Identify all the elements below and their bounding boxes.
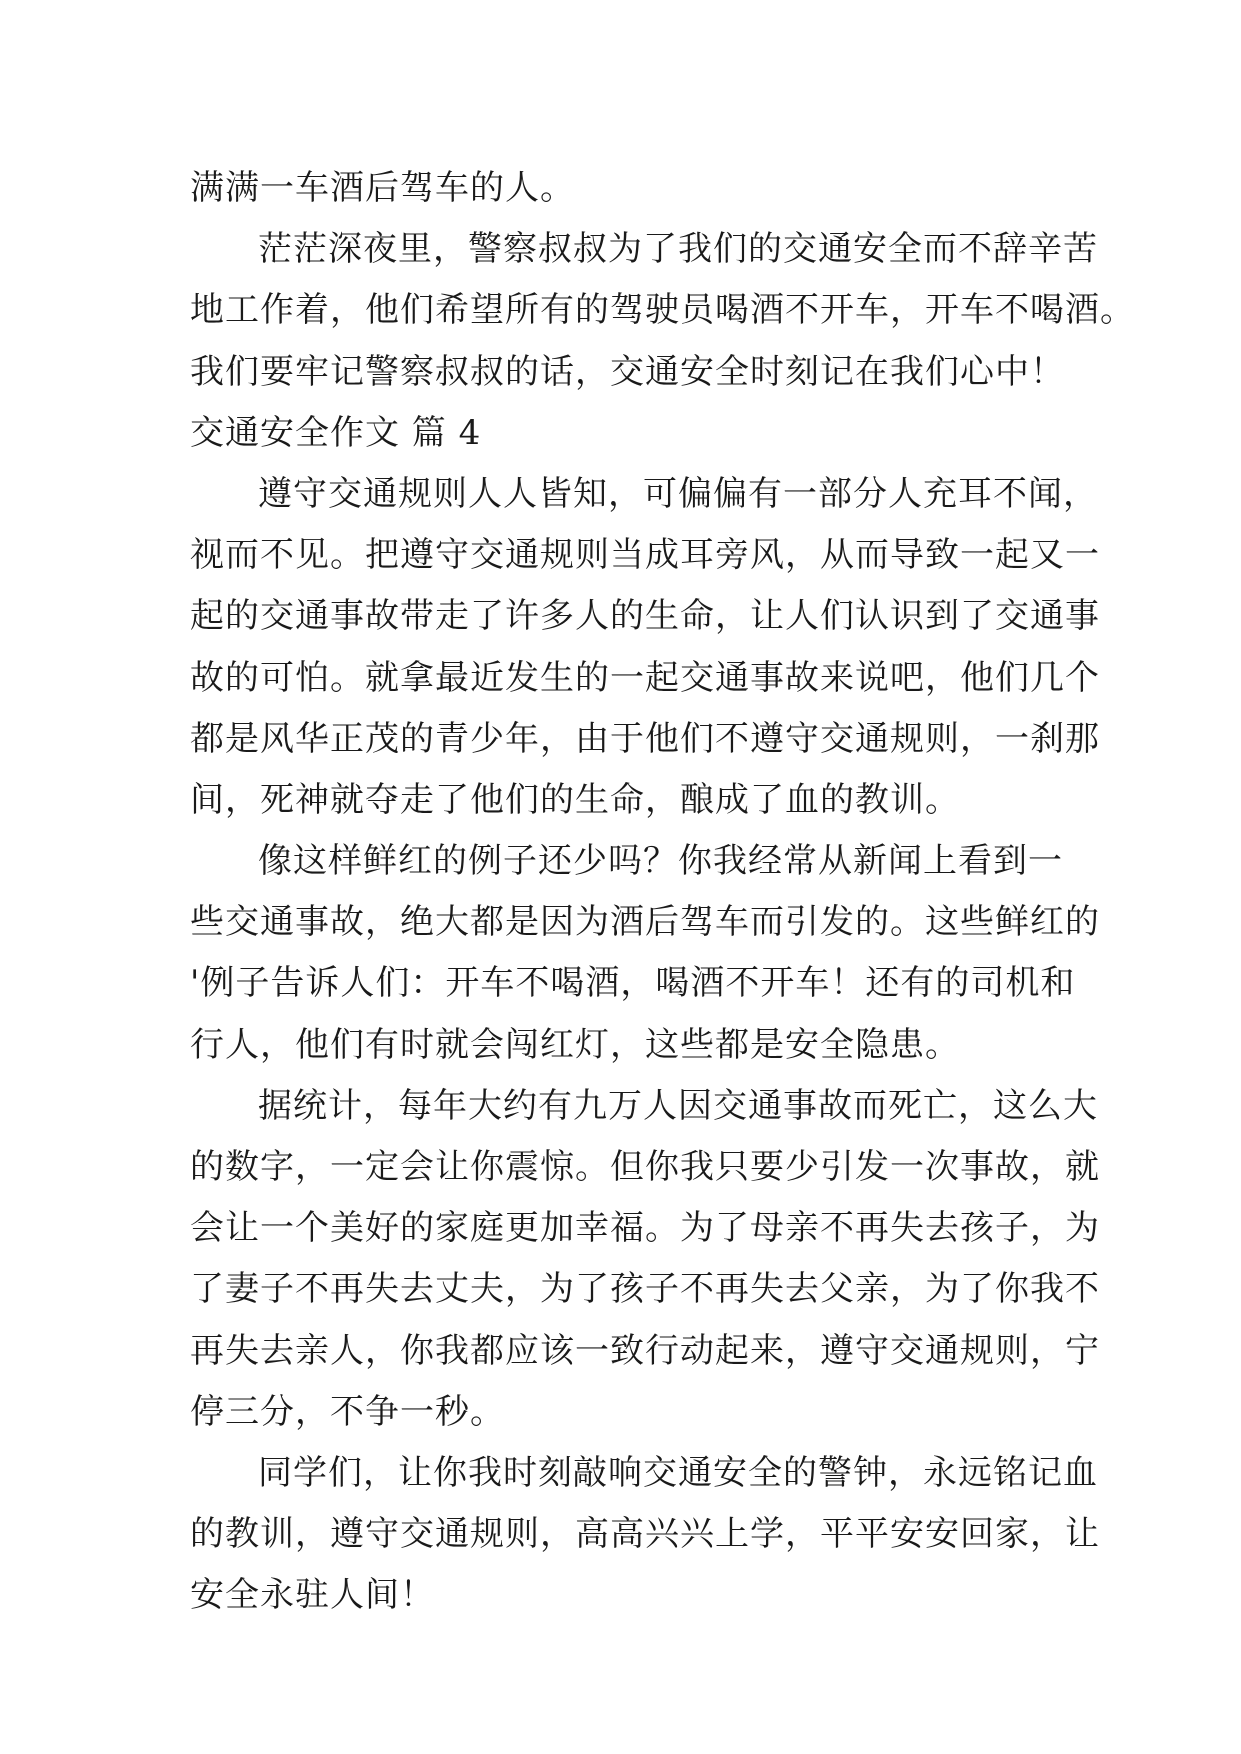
text-line: 间，死神就夺走了他们的生命，酿成了血的教训。 — [190, 779, 960, 820]
text-line: 故的可怕。就拿最近发生的一起交通事故来说吧，他们几个 — [190, 657, 1100, 698]
text-line: 起的交通事故带走了许多人的生命，让人们认识到了交通事 — [190, 596, 1100, 637]
text-line: '例子告诉人们：开车不喝酒，喝酒不开车！还有的司机和 — [190, 963, 1076, 1004]
text-line: 遵守交通规则人人皆知，可偏偏有一部分人充耳不闻， — [258, 473, 1098, 514]
text-line: 行人，他们有时就会闯红灯，这些都是安全隐患。 — [190, 1024, 960, 1065]
text-line: 的教训，遵守交通规则，高高兴兴上学，平平安安回家，让 — [190, 1514, 1100, 1555]
text-line: 地工作着，他们希望所有的驾驶员喝酒不开车，开车不喝酒。 — [190, 290, 1135, 331]
text-line: 停三分，不争一秒。 — [190, 1391, 505, 1432]
text-line: 同学们，让你我时刻敲响交通安全的警钟，永远铭记血 — [258, 1452, 1098, 1493]
document-body — [190, 158, 1135, 1627]
text-line: 视而不见。把遵守交通规则当成耳旁风，从而导致一起又一 — [190, 535, 1100, 576]
text-line: 些交通事故，绝大都是因为酒后驾车而引发的。这些鲜红的 — [190, 902, 1100, 943]
text-line: 满满一车酒后驾车的人。 — [190, 168, 575, 208]
text-line: 我们要牢记警察叔叔的话，交通安全时刻记在我们心中！ — [190, 351, 1065, 392]
text-line: 茫茫深夜里，警察叔叔为了我们的交通安全而不辞辛苦 — [258, 229, 1098, 270]
section-heading: 交通安全作文 篇 4 — [190, 412, 482, 453]
text-line: 据统计，每年大约有九万人因交通事故而死亡，这么大 — [258, 1085, 1098, 1126]
text-line: 都是风华正茂的青少年，由于他们不遵守交通规则，一刹那 — [190, 718, 1100, 759]
text-line: 的数字，一定会让你震惊。但你我只要少引发一次事故，就 — [190, 1147, 1100, 1187]
text-line: 会让一个美好的家庭更加幸福。为了母亲不再失去孩子，为 — [190, 1208, 1100, 1249]
text-line: 安全永驻人间！ — [190, 1575, 435, 1616]
text-line: 像这样鲜红的例子还少吗？你我经常从新闻上看到一 — [258, 841, 1063, 882]
text-line: 再失去亲人，你我都应该一致行动起来，遵守交通规则，宁 — [190, 1330, 1100, 1371]
text-line: 了妻子不再失去丈夫，为了孩子不再失去父亲，为了你我不 — [190, 1269, 1100, 1310]
